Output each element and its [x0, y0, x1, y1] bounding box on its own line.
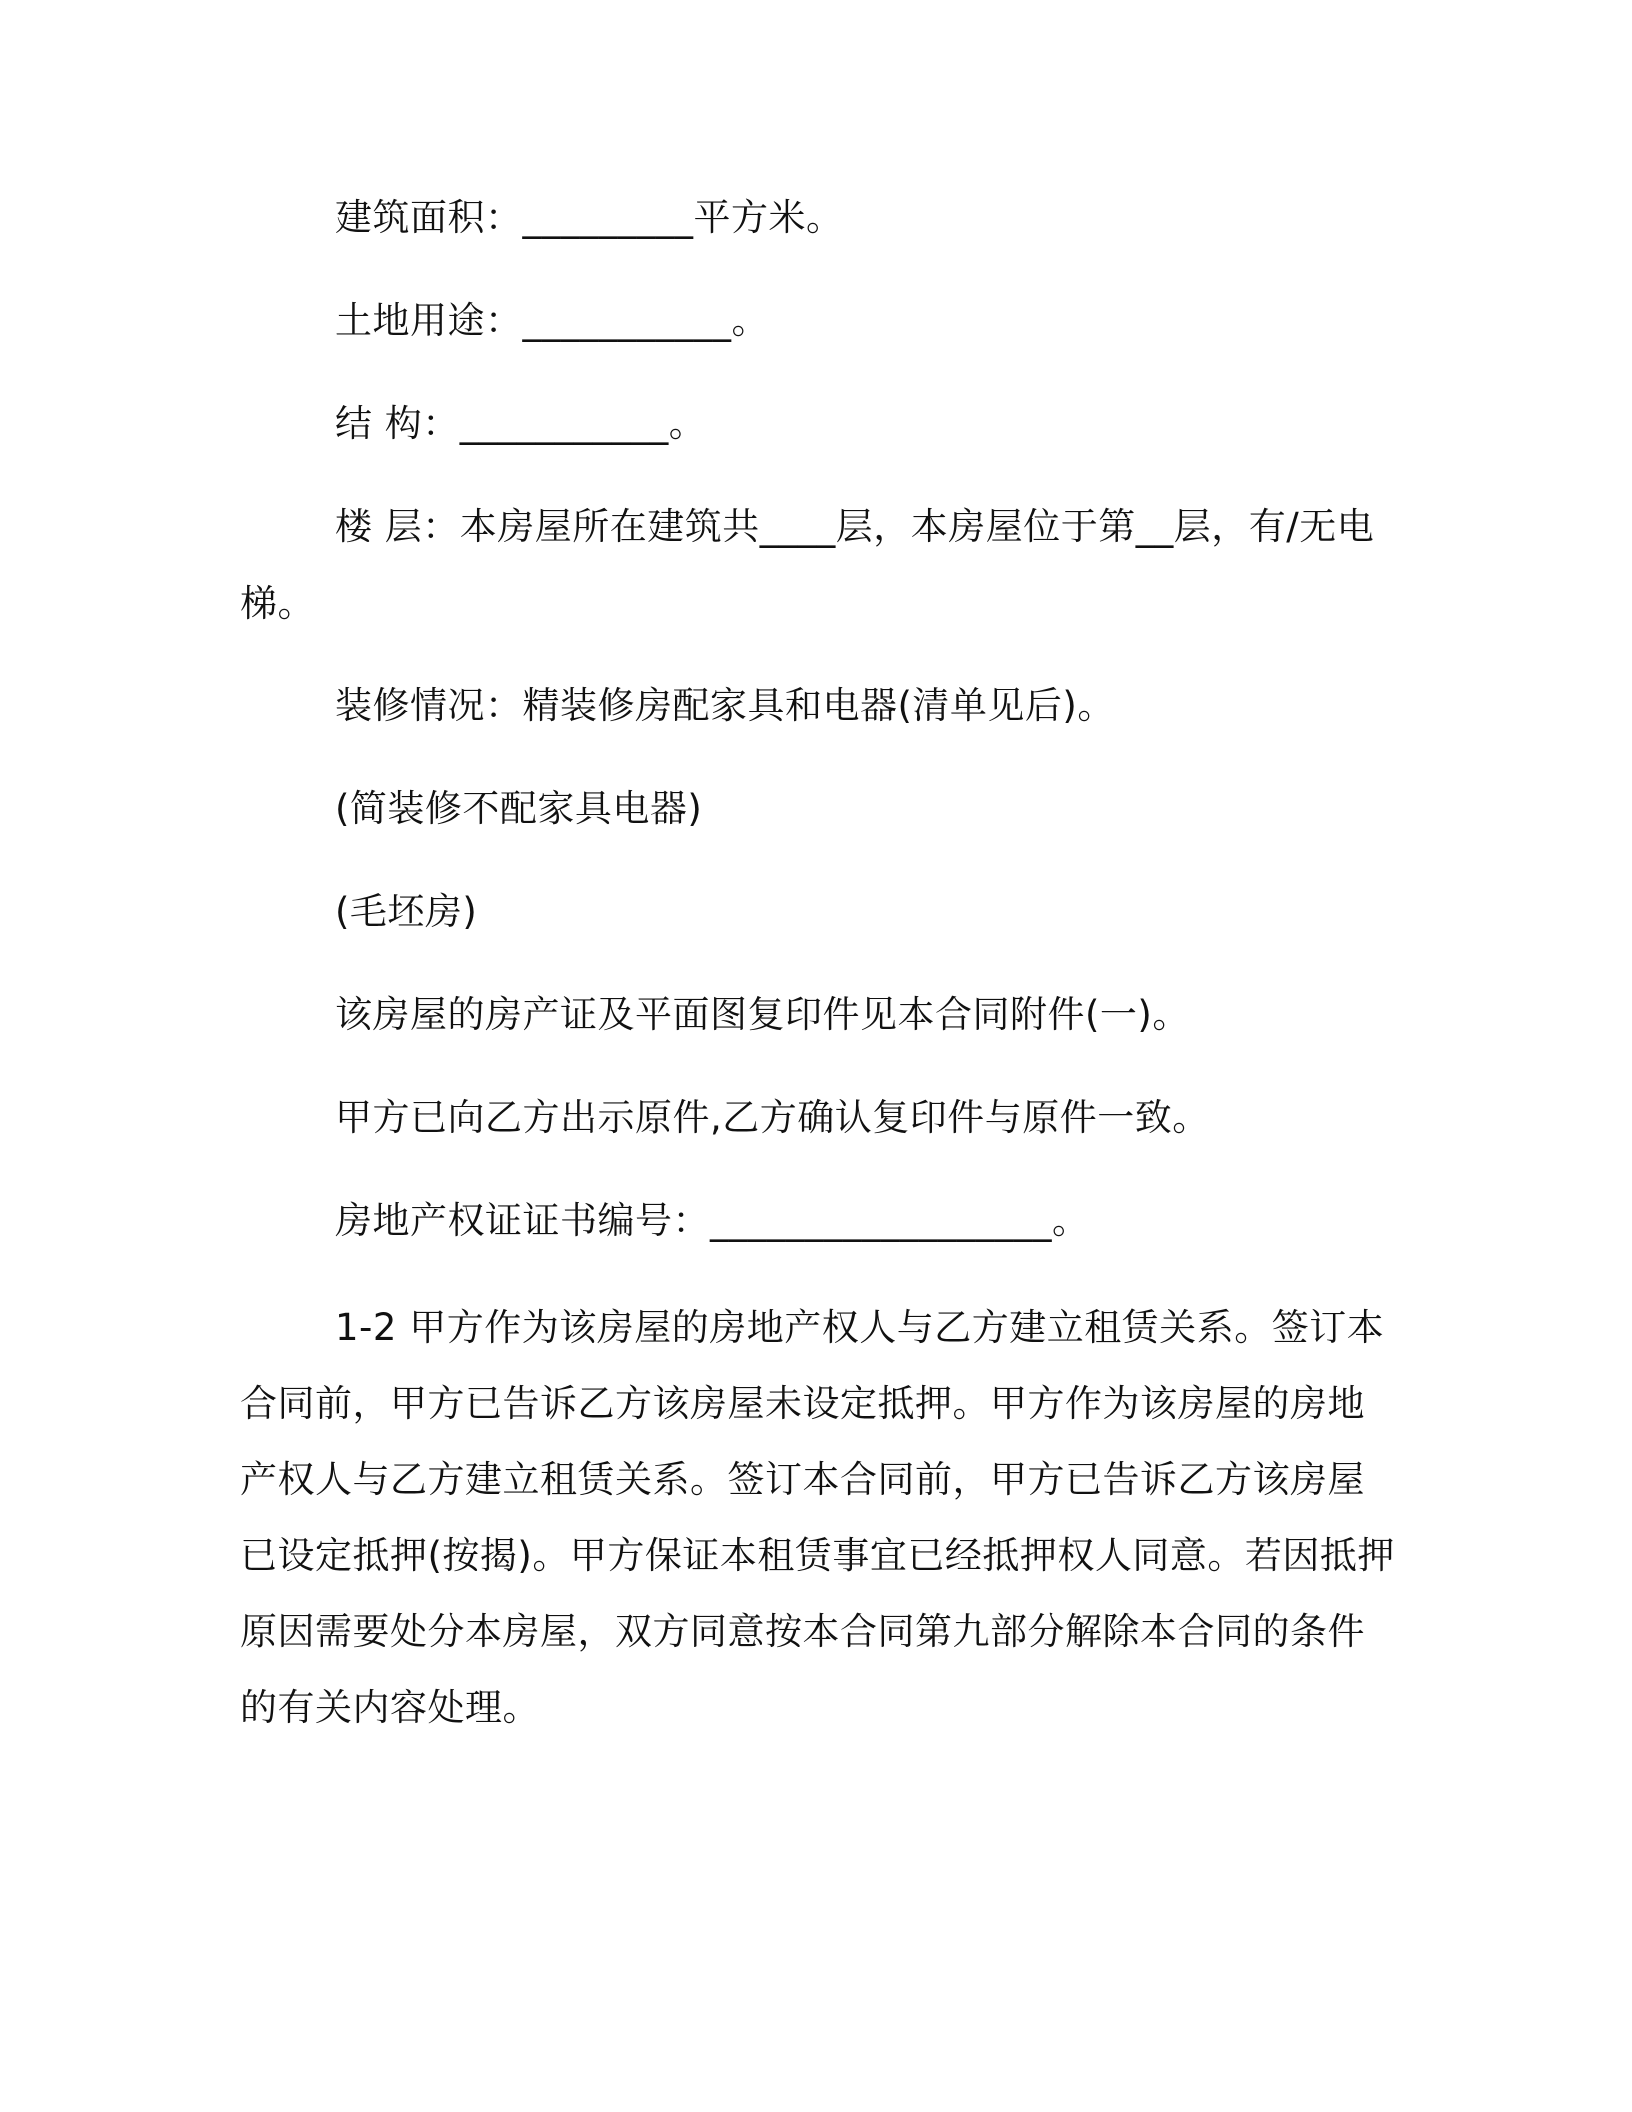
- original-shown-line: 甲方已向乙方出示原件,乙方确认复印件与原件一致。: [335, 1096, 1210, 1139]
- floor-line: 楼 层：本房屋所在建筑共____层，本房屋位于第__层，有/无电: [335, 505, 1375, 548]
- attachment-line: 该房屋的房产证及平面图复印件见本合同附件(一)。: [335, 993, 1190, 1036]
- structure-line: 结 构：___________。: [335, 402, 707, 445]
- certificate-number-line: 房地产权证证书编号：__________________。: [335, 1199, 1090, 1242]
- clause-1-2-line-4: 已设定抵押(按揭)。甲方保证本租赁事宜已经抵押权人同意。若因抵押: [240, 1534, 1395, 1577]
- rough-house-line: (毛坯房): [335, 890, 478, 933]
- clause-1-2-line-2: 合同前，甲方已告诉乙方该房屋未设定抵押。甲方作为该房屋的房地: [240, 1382, 1365, 1425]
- simple-decoration-line: (简装修不配家具电器): [335, 787, 703, 830]
- land-use-line: 土地用途：___________。: [335, 299, 769, 342]
- clause-1-2-line-1: 1-2 甲方作为该房屋的房地产权人与乙方建立租赁关系。签订本: [335, 1306, 1385, 1349]
- clause-1-2-line-5: 原因需要处分本房屋，双方同意按本合同第九部分解除本合同的条件: [240, 1610, 1365, 1653]
- clause-1-2-line-6: 的有关内容处理。: [240, 1686, 540, 1729]
- clause-1-2-line-3: 产权人与乙方建立租赁关系。签订本合同前，甲方已告诉乙方该房屋: [240, 1458, 1365, 1501]
- building-area-line: 建筑面积：_________平方米。: [335, 196, 844, 239]
- floor-line-continued: 梯。: [240, 582, 315, 625]
- decoration-line: 装修情况：精装修房配家具和电器(清单见后)。: [335, 684, 1115, 727]
